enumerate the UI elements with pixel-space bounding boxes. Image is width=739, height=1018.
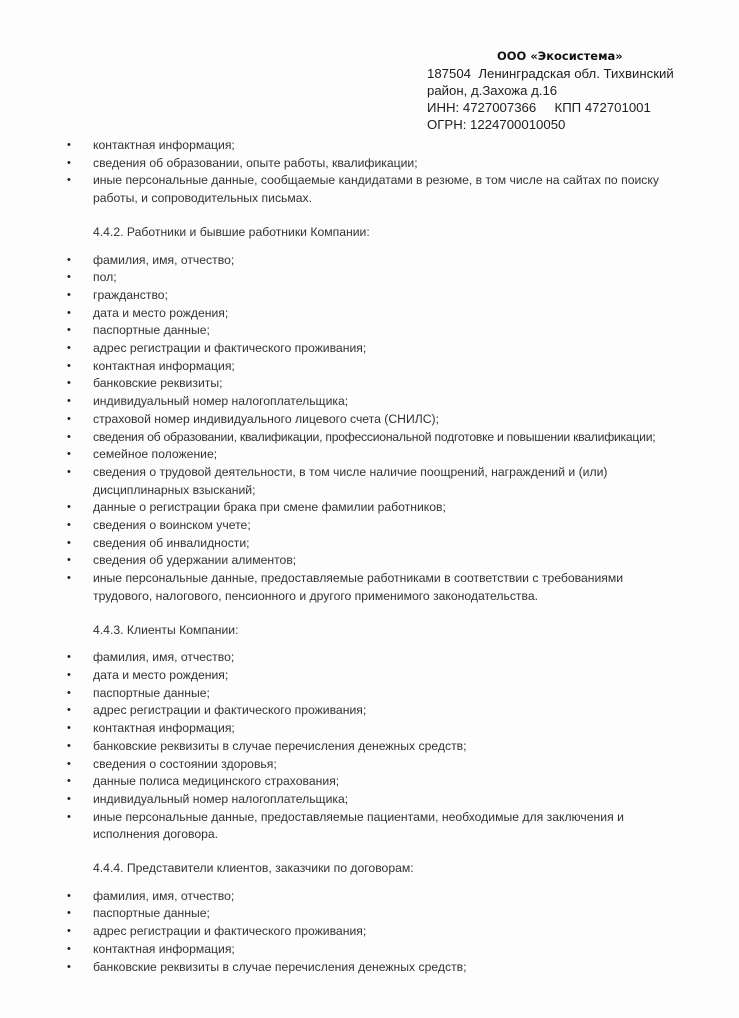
bullet-icon: • xyxy=(67,775,71,788)
list-item: • дата и место рождения; xyxy=(62,305,672,323)
list-item: • данные полиса медицинского страхования; xyxy=(62,773,672,791)
bullet-icon: • xyxy=(67,889,71,902)
bullet-icon: • xyxy=(67,757,71,770)
list-item: • контактная информация; xyxy=(62,137,672,155)
bullet-icon: • xyxy=(67,554,71,567)
bullet-icon: • xyxy=(67,412,71,425)
section-heading-clients: 4.4.3. Клиенты Компании: xyxy=(93,622,239,637)
list-item: • гражданство; xyxy=(62,287,672,305)
bullet-icon: • xyxy=(67,342,71,355)
list-item: • иные персональные данные, предоставляемые работниками в соответствии с требованиями трудового, налогового, пенсионного и другого применимого законодательства. xyxy=(67,571,624,603)
list-item: • страховой номер индивидуального лицевого счета (СНИЛС); xyxy=(62,411,672,429)
list-item: • дата и место рождения; xyxy=(62,667,672,685)
list-item: • паспортные данные; xyxy=(62,685,672,703)
bullet-icon: • xyxy=(67,739,71,752)
list-item: • фамилия, имя, отчество; xyxy=(62,649,672,667)
bullet-icon: • xyxy=(67,271,71,284)
list-item: • индивидуальный номер налогоплательщика; xyxy=(62,791,672,809)
list-item: • сведения о трудовой деятельности, в том числе наличие поощрений, награждений и (или) дисциплинарных взысканий; xyxy=(67,464,608,497)
list-item: • контактная информация; xyxy=(62,358,672,376)
bullet-icon: • xyxy=(67,288,71,301)
list-item: • адрес регистрации и фактического проживания; xyxy=(62,340,672,358)
list-item: • контактная информация; xyxy=(62,941,672,959)
bullet-icon: • xyxy=(67,925,71,938)
bullet-icon: • xyxy=(67,430,71,443)
address-line-2: район, д.Захожа д.16 xyxy=(427,83,558,98)
employees-list xyxy=(62,252,672,606)
bullet-icon: • xyxy=(67,686,71,699)
list-item: • банковские реквизиты; xyxy=(62,375,672,393)
bullet-icon: • xyxy=(67,156,71,169)
bullet-icon: • xyxy=(67,519,71,532)
list-item: • пол; xyxy=(62,269,672,287)
list-item: • иные персональные данные, сообщаемые кандидатами в резюме, в том числе на сайтах по поиску работы, и сопроводительных письмах. xyxy=(67,173,659,206)
clients-list xyxy=(62,649,672,844)
list-item: • паспортные данные; xyxy=(62,905,672,923)
bullet-icon: • xyxy=(67,792,71,805)
document-body xyxy=(62,137,672,976)
bullet-icon: • xyxy=(67,306,71,319)
list-item: • сведения об инвалидности; xyxy=(62,535,672,553)
company-letterhead xyxy=(427,48,727,133)
list-item: • сведения об образовании, опыте работы, квалификации; xyxy=(62,155,672,173)
bullet-icon: • xyxy=(67,668,71,681)
list-item: • сведения об образовании, квалификации, профессиональной подготовке и повышении квалификации; xyxy=(62,429,672,447)
bullet-icon: • xyxy=(67,253,71,266)
inn-kpp: ИНН: 4727007366 КПП 472701001 xyxy=(427,100,651,115)
section-heading-employees: 4.4.2. Работники и бывшие работники Компании: xyxy=(93,224,370,239)
list-item: • сведения о воинском учете; xyxy=(62,517,672,535)
list-item: • адрес регистрации и фактического проживания; xyxy=(62,702,672,720)
list-item: • семейное положение; xyxy=(62,446,672,464)
bullet-icon: • xyxy=(67,139,71,151)
bullet-icon: • xyxy=(67,942,71,955)
bullet-icon: • xyxy=(67,722,71,735)
bullet-icon: • xyxy=(67,359,71,372)
bullet-icon: • xyxy=(67,907,71,920)
list-item: • банковские реквизиты в случае перечисления денежных средств; xyxy=(62,738,672,756)
bullet-icon: • xyxy=(67,651,71,664)
list-item: • индивидуальный номер налогоплательщика; xyxy=(62,393,672,411)
list-item: • контактная информация; xyxy=(62,720,672,738)
bullet-icon: • xyxy=(67,810,71,823)
bullet-icon: • xyxy=(67,395,71,408)
bullet-icon: • xyxy=(67,377,71,390)
bullet-icon: • xyxy=(67,324,71,337)
list-item: • иные персональные данные, предоставляемые пациентами, необходимые для заключения и исполнения договора. xyxy=(67,809,624,842)
list-item: • сведения о состоянии здоровья; xyxy=(62,756,672,774)
bullet-icon: • xyxy=(67,448,71,461)
bullet-icon: • xyxy=(67,572,71,585)
list-item: • адрес регистрации и фактического проживания; xyxy=(62,923,672,941)
address-line-1: 187504 Ленинградская обл. Тихвинский xyxy=(427,66,674,81)
bullet-icon: • xyxy=(67,536,71,549)
bullet-icon: • xyxy=(67,704,71,717)
list-item: • сведения об удержании алиментов; xyxy=(62,552,672,570)
list-item: • фамилия, имя, отчество; xyxy=(62,888,672,906)
bullet-icon: • xyxy=(67,960,71,973)
company-name: ООО «Экосистема» xyxy=(497,49,623,63)
representatives-list xyxy=(62,888,672,977)
list-item: • банковские реквизиты в случае перечисления денежных средств; xyxy=(62,959,672,977)
list-item: • паспортные данные; xyxy=(62,322,672,340)
ogrn: ОГРН: 1224700010050 xyxy=(427,117,566,132)
list-item: • данные о регистрации брака при смене фамилии работников; xyxy=(62,499,672,517)
bullet-icon: • xyxy=(67,501,71,514)
bullet-icon: • xyxy=(67,174,71,187)
list-item: • фамилия, имя, отчество; xyxy=(62,252,672,270)
bullet-icon: • xyxy=(67,465,71,478)
section-heading-representatives: 4.4.4. Представители клиентов, заказчики по договорам: xyxy=(93,861,414,876)
candidates-list xyxy=(62,137,672,208)
